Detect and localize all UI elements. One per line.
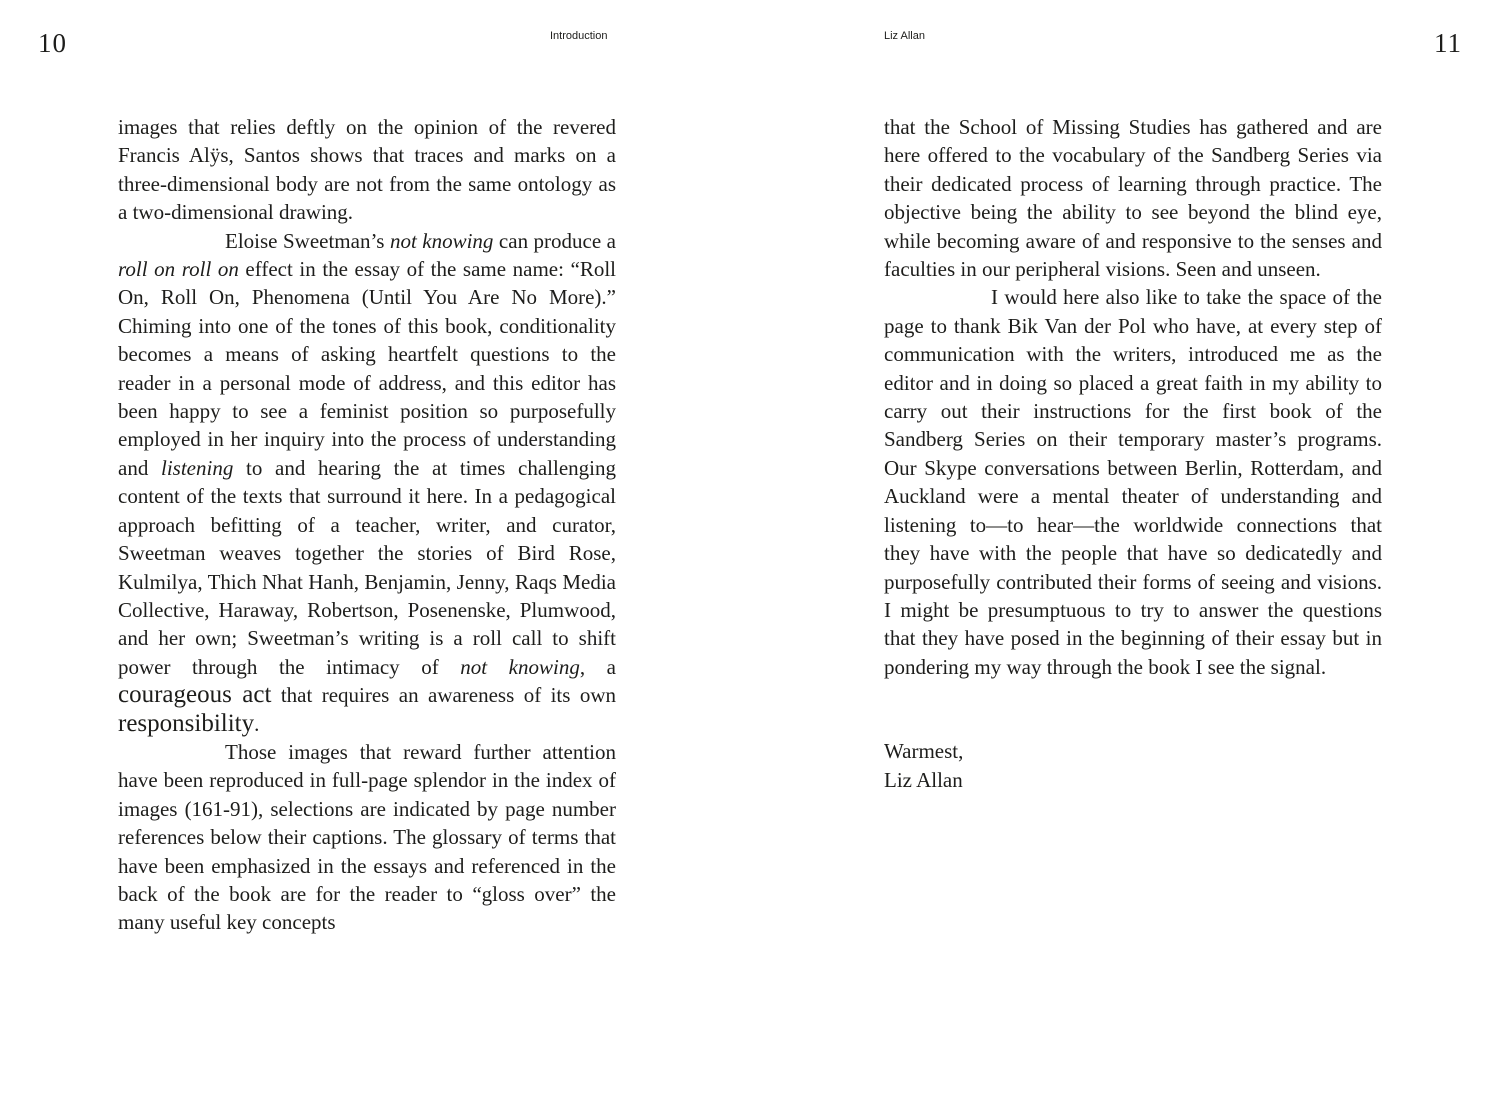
text-run: that requires an awareness of its own xyxy=(271,683,617,708)
running-head-right: Liz Allan xyxy=(884,30,925,42)
text-run: Eloise Sweetman’s xyxy=(225,228,390,253)
italic-term: not knowing xyxy=(389,228,494,253)
running-head-left: Introduction xyxy=(550,30,608,42)
page-number-right: 11 xyxy=(1434,28,1462,58)
paragraph xyxy=(118,113,616,227)
text-run: . xyxy=(254,711,260,736)
text-run: I would here also like to take the space of the page to thank Bik Van der Pol who have, at every step of communication with the writers, introduced me as the editor and in doing so placed a great faith in my ability to carry out their instructions for the first book of the Sandberg Series on their temporary master’s programs. Our Skype conversations between Berlin, Rotterdam, and Auckland were a mental theater of understanding and listening to—to hear—the worldwide connections that they have with the people that have so dedicatedly and purposefully contributed their forms of seeing and visions. I might be presumptuous to try to answer the questions that they have posed in the beginning of their essay but in pondering my way through the book I see the signal. xyxy=(884,285,1382,679)
author-signature: Liz Allan xyxy=(884,767,963,792)
left-text-column xyxy=(118,113,616,937)
closing-salutation: Warmest, xyxy=(884,739,964,764)
text-run: to and hearing the at times challenging content of the texts that surround it here. In a pedagogical approach befitting of a teacher, writer, and curator, Sweetman weaves together the stories of Bird Rose, Kulmilya, Thich Nhat Hanh, Benjamin, Jenny, Raqs Media Collective, Haraway, Robertson, Posenenske, Plumwood, and her own; Sweetman’s writing is a roll call to shift power through the intimacy of xyxy=(118,455,616,679)
text-run: Those images that reward further attention have been reproduced in full-page splendor in the index of images (161-91), selections are indicated by page number references below their captions. The glossary of terms that have been emphasized in the essays and referenced in the back of the book are for the reader to “gloss over” the many useful key concepts xyxy=(118,739,616,935)
text-run: can produce a xyxy=(493,228,616,253)
right-text-column xyxy=(884,113,1382,794)
paragraph xyxy=(884,283,1382,681)
page-number-left: 10 xyxy=(38,28,67,58)
paragraph xyxy=(884,113,1382,283)
text-run: , a xyxy=(579,654,616,679)
emphasized-term-large: courageous act xyxy=(118,681,272,709)
text-run: that the School of Missing Studies has gathered and are here offered to the vocabulary of the Sandberg Series via their dedicated process of learning through practice. The objective being the ability to see beyond the blind eye, while becoming aware of and responsive to the senses and faculties in our peripheral visions. Seen and unseen. xyxy=(884,115,1382,282)
paragraph xyxy=(118,227,616,738)
italic-term: roll on roll on xyxy=(118,257,239,282)
emphasized-term-large: responsibility xyxy=(118,709,255,737)
paragraph xyxy=(118,738,616,937)
text-run: effect in the essay of the same name: “Roll On, Roll On, Phenomena (Until You Are No More).” Chiming into one of the tones of this book, conditionality becomes a means of asking heartfelt questions to the reader in a personal mode of address, and this editor has been happy to see a feminist position so purposefully employed in her inquiry into the process of understanding and xyxy=(118,257,617,480)
text-run: images that relies deftly on the opinion of the revered Francis Alÿs, Santos shows that traces and marks on a three-dimensional body are not from the same ontology as a two-dimensional drawing. xyxy=(118,115,616,225)
sign-off xyxy=(884,737,1382,794)
italic-term: not knowing xyxy=(460,654,580,679)
italic-term: listening xyxy=(161,455,234,480)
